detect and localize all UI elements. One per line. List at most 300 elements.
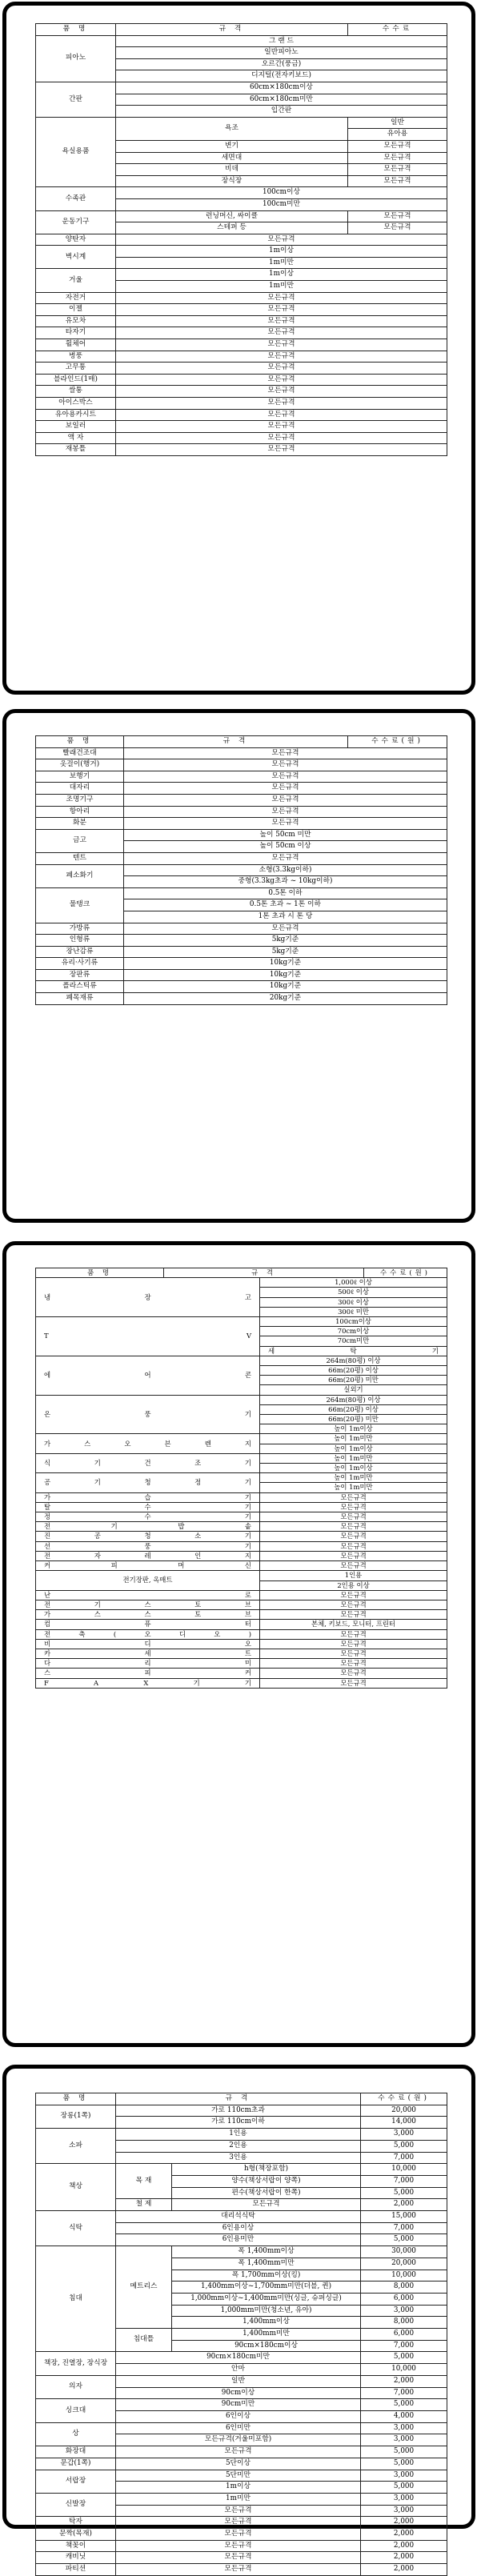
fee-card-2 bbox=[2, 709, 475, 1223]
table-cell: 모든규격 bbox=[260, 1512, 447, 1522]
table-cell: 런닝머신, 싸이클 bbox=[116, 210, 348, 222]
table-cell: 가 습 기 bbox=[36, 1492, 260, 1502]
table-cell: 15,000 bbox=[361, 2211, 447, 2223]
table-cell: 모든규격 bbox=[348, 164, 447, 176]
table-cell: 5kg기준 bbox=[124, 935, 447, 947]
table-row bbox=[36, 1600, 447, 1609]
table-cell: 모든규격 bbox=[116, 2564, 361, 2576]
table-cell: 변기 bbox=[116, 140, 348, 152]
table-cell: 1m이상 bbox=[116, 246, 447, 258]
table-row bbox=[36, 783, 447, 795]
table-cell: 싱크대 bbox=[36, 2399, 116, 2422]
table-row bbox=[36, 82, 447, 94]
table-cell: 6인용이상 bbox=[116, 2222, 361, 2234]
table-cell: 빨래건조대 bbox=[36, 747, 124, 759]
table-row bbox=[36, 829, 447, 841]
table-cell: 높이 1m미만 bbox=[260, 1483, 447, 1492]
table-cell: 파티션 bbox=[36, 2564, 116, 2576]
table-cell: 높이 1m이상 bbox=[260, 1424, 447, 1434]
table-row bbox=[36, 946, 447, 958]
table-cell: 1톤 초과 시 톤 당 bbox=[124, 911, 447, 923]
table-cell: 고무통 bbox=[36, 363, 116, 375]
fee-card-4 bbox=[2, 2065, 475, 2574]
table-cell: 5,000 bbox=[361, 2234, 447, 2246]
table-cell: 모든규격 bbox=[124, 923, 447, 935]
table-cell: 7,000 bbox=[361, 2222, 447, 2234]
table-row bbox=[36, 409, 447, 421]
column-header: 수수료(원) bbox=[364, 1268, 447, 1278]
table-cell: 소형(3.3kg이하) bbox=[124, 864, 447, 876]
column-header: 품 명 bbox=[36, 24, 116, 36]
table-cell: 보행기 bbox=[36, 771, 124, 783]
column-header: 수수료(원) bbox=[348, 736, 447, 748]
table-cell: 다 리 미 bbox=[36, 1659, 260, 1669]
table-cell: 6인이상 bbox=[116, 2410, 361, 2422]
table-cell: 10,000 bbox=[361, 2270, 447, 2282]
table-cell: 10,000 bbox=[361, 2164, 447, 2176]
table-cell: 가 스 오 븐 렌 지 bbox=[36, 1434, 260, 1453]
table-cell: 모든규격 bbox=[124, 783, 447, 795]
table-row bbox=[36, 1629, 447, 1639]
table-row bbox=[36, 969, 447, 981]
table-cell: 컴 퓨 터 bbox=[36, 1620, 260, 1629]
table-cell: 모든규격 bbox=[116, 2505, 361, 2517]
table-cell: 4,000 bbox=[361, 2410, 447, 2422]
table-cell: 높이 50cm 이상 bbox=[124, 841, 447, 853]
table-cell: 유아용카시트 bbox=[36, 409, 116, 421]
table-cell: 모든규격 bbox=[116, 339, 447, 351]
table-cell: 벽시계 bbox=[36, 246, 116, 269]
table-cell: 3,000 bbox=[361, 2493, 447, 2505]
table-row bbox=[36, 935, 447, 947]
table-row bbox=[36, 1649, 447, 1658]
table-row bbox=[36, 339, 447, 351]
table-cell: 300ℓ 이상 bbox=[260, 1297, 447, 1307]
table-cell: 8,000 bbox=[361, 2282, 447, 2294]
table-row bbox=[36, 210, 447, 222]
table-cell: 모든규격 bbox=[260, 1551, 447, 1560]
table-row bbox=[36, 2129, 447, 2141]
table-cell: 탁자 bbox=[36, 2517, 116, 2529]
table-cell: 입간판 bbox=[116, 106, 447, 118]
table-cell: 모든규격 bbox=[116, 2552, 361, 2564]
table-cell: 모든규격 bbox=[348, 140, 447, 152]
table-cell: 5,000 bbox=[361, 2446, 447, 2458]
table-row bbox=[36, 1522, 447, 1532]
table-cell: 3,000 bbox=[361, 2505, 447, 2517]
table-cell: 비데 bbox=[116, 164, 348, 176]
table-row bbox=[36, 1561, 447, 1571]
table-cell: 1m이상 bbox=[116, 269, 447, 281]
table-cell: 모든규격 bbox=[260, 1502, 447, 1512]
table-cell: 정 수 기 bbox=[36, 1512, 260, 1522]
table-cell: 스테퍼 등 bbox=[116, 222, 348, 234]
table-cell: 블라인드(1매) bbox=[36, 374, 116, 386]
table-row bbox=[36, 1434, 447, 1444]
table-cell: 신발장 bbox=[36, 2493, 116, 2516]
fee-table-1 bbox=[35, 23, 447, 456]
column-header: 규 격 bbox=[116, 2093, 361, 2105]
table-cell: 편수(책상서랍이 한쪽) bbox=[172, 2187, 361, 2199]
column-header: 품 명 bbox=[36, 2093, 116, 2105]
table-cell: 캐비닛 bbox=[36, 2552, 116, 2564]
table-cell: 2인용 bbox=[116, 2140, 361, 2152]
table-row bbox=[36, 1473, 447, 1483]
table-cell: 자전거 bbox=[36, 292, 116, 304]
table-cell: 5,000 bbox=[361, 2482, 447, 2494]
table-row bbox=[36, 2540, 447, 2552]
table-cell: 7,000 bbox=[361, 2340, 447, 2352]
table-cell: 모든규격 bbox=[348, 152, 447, 164]
table-cell: 1인용 bbox=[260, 1571, 447, 1580]
table-cell: 병풍 bbox=[36, 351, 116, 363]
table-row bbox=[36, 2399, 447, 2411]
table-cell: 진 공 청 소 기 bbox=[36, 1532, 260, 1541]
table-cell: 70cm미만 bbox=[260, 1336, 447, 1346]
table-cell: 보일러 bbox=[36, 421, 116, 433]
table-cell: 모든규격 bbox=[260, 1492, 447, 1502]
table-cell: 간판 bbox=[36, 82, 116, 117]
table-cell: 0.5톤 이하 bbox=[124, 887, 447, 899]
table-cell: 전 자 레 인 지 bbox=[36, 1551, 260, 1560]
table-cell: 액 자 bbox=[36, 432, 116, 444]
table-row bbox=[36, 1639, 447, 1649]
table-row bbox=[36, 1571, 447, 1580]
table-row bbox=[36, 1356, 447, 1365]
table-cell: 모든규격 bbox=[116, 351, 447, 363]
table-cell: 폐목재류 bbox=[36, 993, 124, 1005]
table-cell: 폭 1,400mm미만 bbox=[172, 2258, 361, 2270]
table-cell: 모든규격 bbox=[260, 1649, 447, 1658]
fee-card-1 bbox=[2, 2, 475, 695]
table-cell: 90cm이상 bbox=[116, 2387, 361, 2399]
table-row bbox=[36, 958, 447, 970]
table-cell: 소파 bbox=[36, 2129, 116, 2164]
table-cell: 전 기 스 토 브 bbox=[36, 1600, 260, 1609]
table-row bbox=[36, 1610, 447, 1620]
table-cell: 모든규격 bbox=[260, 1561, 447, 1571]
table-cell: 1,400mm이상~1,700mm미만(더블, 퀸) bbox=[172, 2282, 361, 2294]
table-cell: 모든규격 bbox=[116, 409, 447, 421]
table-cell: 커 피 머 신 bbox=[36, 1561, 260, 1571]
table-cell: 모든규격 bbox=[116, 292, 447, 304]
table-cell: F A X 기 기 bbox=[36, 1678, 260, 1688]
table-row bbox=[36, 421, 447, 433]
table-cell: 높이 1m이상 bbox=[260, 1464, 447, 1473]
table-cell: 일반 bbox=[116, 2375, 361, 2387]
table-cell: 전 기 밥 솥 bbox=[36, 1522, 260, 1532]
table-row bbox=[36, 1551, 447, 1560]
table-cell: 7,000 bbox=[361, 2175, 447, 2187]
table-cell: 침대틀 bbox=[116, 2329, 172, 2352]
table-cell: 대리석식탁 bbox=[116, 2211, 361, 2223]
table-row bbox=[36, 327, 447, 339]
table-cell: 조명기구 bbox=[36, 794, 124, 806]
table-cell: 책상 bbox=[36, 2164, 116, 2211]
table-cell: 5kg기준 bbox=[124, 946, 447, 958]
table-cell: 6인용미만 bbox=[116, 2234, 361, 2246]
table-row bbox=[36, 292, 447, 304]
table-cell: 2,000 bbox=[361, 2375, 447, 2387]
table-row bbox=[36, 1453, 447, 1463]
table-cell: 2,000 bbox=[361, 2199, 447, 2211]
table-cell: 모든규격 bbox=[116, 234, 447, 246]
fee-table-4 bbox=[35, 2093, 447, 2576]
table-cell: 세면대 bbox=[116, 152, 348, 164]
table-row bbox=[36, 1278, 447, 1288]
table-row bbox=[36, 1532, 447, 1541]
table-cell: 모든규격 bbox=[260, 1541, 447, 1551]
table-row bbox=[36, 923, 447, 935]
table-cell: 모든규격 bbox=[260, 1600, 447, 1609]
table-cell: 20kg기준 bbox=[124, 993, 447, 1005]
table-row bbox=[36, 2564, 447, 2576]
table-cell: 90cm×180cm미만 bbox=[116, 2352, 361, 2364]
table-row bbox=[36, 304, 447, 316]
table-cell: 8,000 bbox=[361, 2317, 447, 2329]
table-cell: 모든규격 bbox=[260, 1532, 447, 1541]
table-cell: 20,000 bbox=[361, 2258, 447, 2270]
table-cell: 타자기 bbox=[36, 327, 116, 339]
table-cell: 500ℓ 이상 bbox=[260, 1288, 447, 1297]
table-cell: 모든규격 bbox=[348, 175, 447, 187]
table-row bbox=[36, 2470, 447, 2482]
table-cell: 침대 bbox=[36, 2246, 116, 2352]
table-cell: 탈 수 기 bbox=[36, 1502, 260, 1512]
table-cell: 오르간(풍금) bbox=[116, 58, 447, 70]
table-cell: 모든규격 bbox=[124, 794, 447, 806]
table-row bbox=[36, 35, 447, 47]
table-row bbox=[36, 2246, 447, 2258]
column-header: 규 격 bbox=[124, 736, 348, 748]
table-row bbox=[36, 1317, 447, 1327]
table-cell: 재봉틀 bbox=[36, 444, 116, 456]
table-row bbox=[36, 2164, 447, 2176]
table-cell: 폭 1,700mm이상(킹) bbox=[172, 2270, 361, 2282]
table-row bbox=[36, 374, 447, 386]
table-cell: 항아리 bbox=[36, 806, 124, 818]
table-cell: 모든규격 bbox=[124, 747, 447, 759]
table-cell: 목 재 bbox=[116, 2164, 172, 2199]
table-cell: 1,000mm미만(청소년, 유아) bbox=[172, 2305, 361, 2317]
table-row bbox=[36, 2552, 447, 2564]
table-cell: 가로 110cm초과 bbox=[116, 2105, 361, 2117]
table-cell: 플라스틱류 bbox=[36, 981, 124, 993]
table-row bbox=[36, 794, 447, 806]
table-row bbox=[36, 2352, 447, 2364]
table-row bbox=[36, 351, 447, 363]
table-cell: 66m(20평) 이상 bbox=[260, 1366, 447, 1376]
column-header: 규 격 bbox=[164, 1268, 364, 1278]
column-header: 수수료(원) bbox=[361, 2093, 447, 2105]
table-row bbox=[36, 187, 447, 199]
table-cell: 66m(20평) 미만 bbox=[260, 1415, 447, 1424]
table-row bbox=[36, 386, 447, 398]
table-row bbox=[36, 993, 447, 1005]
table-cell: 책꽂이 bbox=[36, 2540, 116, 2552]
table-cell: 1,400mm이상 bbox=[172, 2317, 361, 2329]
table-cell: 3,000 bbox=[361, 2470, 447, 2482]
table-cell: 모든규격 bbox=[260, 1678, 447, 1688]
table-cell: 일반피아노 bbox=[116, 47, 447, 59]
table-cell: 운동기구 bbox=[36, 210, 116, 234]
table-cell: 본체, 키보드, 모니터, 프린터 bbox=[260, 1620, 447, 1629]
table-header-row bbox=[36, 1268, 447, 1278]
table-cell: 공 기 청 정 기 bbox=[36, 1473, 260, 1492]
table-cell: 양수(책상서랍이 양쪽) bbox=[172, 2175, 361, 2187]
table-cell: 화분 bbox=[36, 818, 124, 830]
table-row bbox=[36, 2493, 447, 2505]
table-row bbox=[36, 1541, 447, 1551]
table-row bbox=[36, 117, 447, 129]
table-cell: 모든규격 bbox=[124, 771, 447, 783]
table-cell: 3,000 bbox=[361, 2305, 447, 2317]
table-cell: 1m이상 bbox=[116, 2482, 361, 2494]
table-cell: 모든규격 bbox=[116, 386, 447, 398]
table-cell: 안마 bbox=[116, 2364, 361, 2376]
table-cell: 60cm×180cm이상 bbox=[116, 82, 447, 94]
table-cell: 모든규격 bbox=[116, 2517, 361, 2529]
table-cell: 식탁 bbox=[36, 2211, 116, 2246]
table-cell: 1인용 bbox=[116, 2129, 361, 2141]
table-cell: 66m(20평) 이상 bbox=[260, 1404, 447, 1414]
table-cell: 6인미만 bbox=[116, 2422, 361, 2434]
table-cell: 옷걸이(행거) bbox=[36, 759, 124, 771]
table-row bbox=[36, 1659, 447, 1669]
table-cell: 1,000ℓ 이상 bbox=[260, 1278, 447, 1288]
table-cell: 가 스 스 토 브 bbox=[36, 1610, 260, 1620]
table-row bbox=[36, 1678, 447, 1688]
table-cell: 인형류 bbox=[36, 935, 124, 947]
table-cell: 피아노 bbox=[36, 35, 116, 82]
table-cell: 가방류 bbox=[36, 923, 124, 935]
table-row bbox=[36, 2529, 447, 2541]
table-cell: 5,000 bbox=[361, 2187, 447, 2199]
table-cell: 1,400mm미만 bbox=[172, 2329, 361, 2341]
table-cell: 이젤 bbox=[36, 304, 116, 316]
table-cell: 모든규격 bbox=[116, 374, 447, 386]
table-cell: 1m미만 bbox=[116, 257, 447, 269]
table-cell: 문짝(목재) bbox=[36, 2529, 116, 2541]
table-cell: 높이 1m미만 bbox=[260, 1434, 447, 1444]
table-row bbox=[36, 818, 447, 830]
table-row bbox=[36, 1492, 447, 1502]
table-cell: 2,000 bbox=[361, 2540, 447, 2552]
table-cell: 디지털(전자키보드) bbox=[116, 70, 447, 82]
table-cell: 책장, 진열장, 장식장 bbox=[36, 2352, 116, 2375]
table-cell: 모든규격 bbox=[116, 398, 447, 410]
table-cell: 100cm이상 bbox=[260, 1317, 447, 1327]
table-row bbox=[36, 2105, 447, 2117]
table-cell: 실외기 bbox=[260, 1385, 447, 1395]
table-cell: 유리·사기류 bbox=[36, 958, 124, 970]
table-cell: 높이 1m미만 bbox=[260, 1473, 447, 1483]
fee-table-2 bbox=[35, 735, 447, 1005]
table-cell: 3,000 bbox=[361, 2422, 447, 2434]
table-cell: T V bbox=[36, 1317, 260, 1356]
table-cell: 1,000mm이상~1,400mm미만(싱글, 슈퍼싱글) bbox=[172, 2293, 361, 2305]
table-cell: 10kg기준 bbox=[124, 958, 447, 970]
table-cell: 아이스박스 bbox=[36, 398, 116, 410]
table-row bbox=[36, 2517, 447, 2529]
table-cell: 264m(80평) 이상 bbox=[260, 1356, 447, 1365]
table-cell: 300ℓ 미만 bbox=[260, 1307, 447, 1316]
table-cell: 10kg기준 bbox=[124, 981, 447, 993]
table-cell: 2,000 bbox=[361, 2552, 447, 2564]
table-cell: 모든규격 bbox=[116, 2540, 361, 2552]
table-cell: 의자 bbox=[36, 2375, 116, 2398]
table-cell: 모든규격 bbox=[116, 421, 447, 433]
table-cell: 서랍장 bbox=[36, 2470, 116, 2493]
table-cell: 모든규격 bbox=[260, 1639, 447, 1649]
table-cell: 5단미만 bbox=[116, 2470, 361, 2482]
table-cell: 욕실용품 bbox=[36, 117, 116, 187]
table-cell: 전기장판, 옥매트 bbox=[36, 1571, 260, 1590]
table-row bbox=[36, 2422, 447, 2434]
table-cell: 5,000 bbox=[361, 2140, 447, 2152]
table-cell: 90cm×180cm이상 bbox=[172, 2340, 361, 2352]
table-row bbox=[36, 398, 447, 410]
table-cell: 텐트 bbox=[36, 852, 124, 864]
table-cell: 모든규격 bbox=[116, 363, 447, 375]
table-cell: 선 풍 기 bbox=[36, 1541, 260, 1551]
table-cell: 온 풍 기 bbox=[36, 1395, 260, 1434]
table-cell: 장난감류 bbox=[36, 946, 124, 958]
table-cell: 모든규격 bbox=[116, 2446, 361, 2458]
table-row bbox=[36, 771, 447, 783]
table-cell: 264m(80평) 이상 bbox=[260, 1395, 447, 1404]
table-cell: 66m(20평) 미만 bbox=[260, 1376, 447, 1385]
table-cell: 식 기 건 조 기 bbox=[36, 1453, 260, 1472]
table-cell: 6,000 bbox=[361, 2293, 447, 2305]
table-cell: 60cm×180cm미만 bbox=[116, 94, 447, 106]
table-cell: 2,000 bbox=[361, 2564, 447, 2576]
table-cell: 2인용 이상 bbox=[260, 1580, 447, 1590]
table-cell: 그 랜 드 bbox=[116, 35, 447, 47]
table-cell: 카 세 트 bbox=[36, 1649, 260, 1658]
table-cell: 0.5톤 초과 ~ 1톤 이하 bbox=[124, 899, 447, 911]
table-cell: 세 탁 기 bbox=[260, 1346, 447, 1356]
table-cell: 높이 1m이상 bbox=[260, 1444, 447, 1453]
table-cell: 7,000 bbox=[361, 2152, 447, 2164]
table-cell: 5,000 bbox=[361, 2352, 447, 2364]
table-header-row bbox=[36, 736, 447, 748]
column-header: 수수료 bbox=[348, 24, 447, 36]
fee-table-3 bbox=[35, 1268, 447, 1689]
table-cell: 상 bbox=[36, 2422, 116, 2446]
table-cell: 모든규격 bbox=[260, 1610, 447, 1620]
table-cell: 철 제 bbox=[116, 2199, 172, 2211]
fee-card-3 bbox=[2, 1241, 475, 2047]
table-cell: 7,000 bbox=[361, 2387, 447, 2399]
table-cell: 모든규격 bbox=[116, 432, 447, 444]
table-cell: 장롱(1쪽) bbox=[36, 2105, 116, 2128]
table-cell: 100cm이상 bbox=[116, 187, 447, 199]
table-cell: 욕조 bbox=[116, 117, 348, 140]
table-cell: 100cm미만 bbox=[116, 198, 447, 210]
table-row bbox=[36, 2375, 447, 2387]
table-cell: 금고 bbox=[36, 829, 124, 852]
table-row bbox=[36, 363, 447, 375]
table-cell: 모든규격 bbox=[348, 222, 447, 234]
table-cell: 난 로 bbox=[36, 1590, 260, 1600]
table-row bbox=[36, 315, 447, 327]
table-cell: 수족관 bbox=[36, 187, 116, 210]
table-cell: 에 어 콘 bbox=[36, 1356, 260, 1395]
table-row bbox=[36, 246, 447, 258]
table-cell: 폭 1,400mm이상 bbox=[172, 2246, 361, 2258]
table-cell: 쌀통 bbox=[36, 386, 116, 398]
